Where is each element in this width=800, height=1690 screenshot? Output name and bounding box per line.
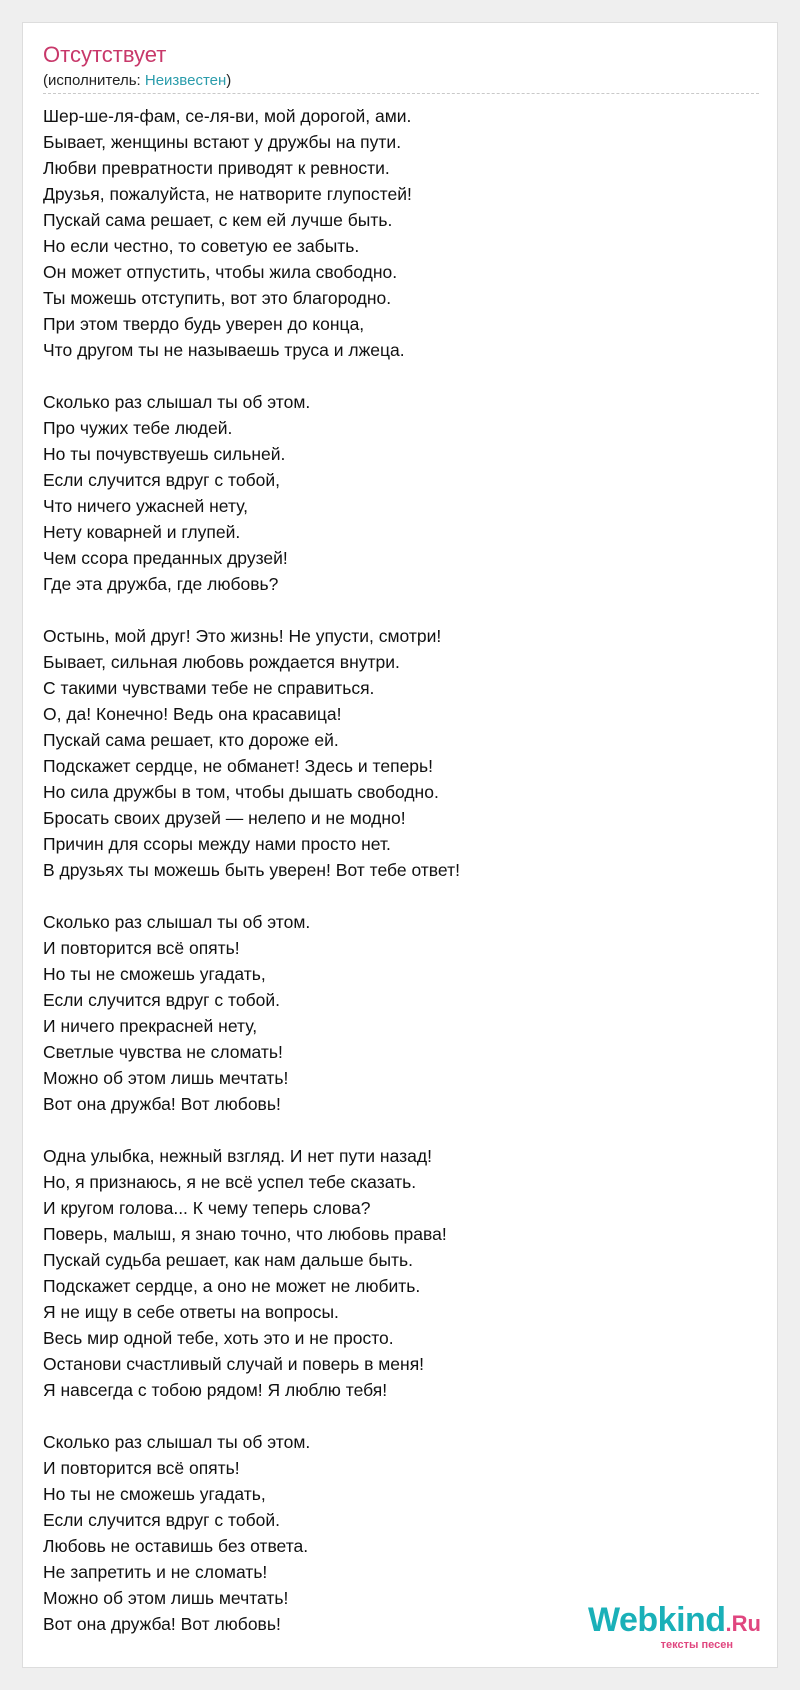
lyric-line: Но ты не сможешь угадать, bbox=[43, 1484, 266, 1504]
lyric-line: Если случится вдруг с тобой, bbox=[43, 470, 280, 490]
lyric-line: Но ты не сможешь угадать, bbox=[43, 964, 266, 984]
lyrics-stanza bbox=[43, 103, 759, 363]
artist-line bbox=[43, 72, 231, 90]
lyric-line: Вот она дружба! Вот любовь! bbox=[43, 1614, 281, 1634]
lyric-line: Сколько раз слышал ты об этом. bbox=[43, 392, 311, 412]
lyric-line: С такими чувствами тебе не справиться. bbox=[43, 678, 375, 698]
lyric-line: Чем ссора преданных друзей! bbox=[43, 548, 288, 568]
lyric-line: Пускай сама решает, кто дороже ей. bbox=[43, 730, 339, 750]
lyric-line: Но ты почувствуешь сильней. bbox=[43, 444, 286, 464]
lyric-line: Причин для ссоры между нами просто нет. bbox=[43, 834, 391, 854]
lyric-line: Остынь, мой друг! Это жизнь! Не упусти, смотри! bbox=[43, 626, 442, 646]
lyric-line: Можно об этом лишь мечтать! bbox=[43, 1588, 289, 1608]
lyric-line: Но, я признаюсь, я не всё успел тебе сказать. bbox=[43, 1172, 417, 1192]
lyrics-stanza bbox=[43, 909, 759, 1117]
artist-link[interactable]: Неизвестен bbox=[144, 72, 227, 89]
lyrics-body bbox=[43, 103, 759, 1663]
lyric-line: Что ничего ужасней нету, bbox=[43, 496, 249, 516]
lyric-line: Друзья, пожалуйста, не натворите глупостей! bbox=[43, 184, 412, 204]
lyric-line: Любовь не оставишь без ответа. bbox=[43, 1536, 309, 1556]
lyric-line: Я навсегда с тобою рядом! Я люблю тебя! bbox=[43, 1380, 388, 1400]
song-title: Отсутствует bbox=[43, 42, 167, 67]
lyric-line: Где эта дружба, где любовь? bbox=[43, 574, 279, 594]
lyric-line: Сколько раз слышал ты об этом. bbox=[43, 912, 311, 932]
lyric-line: Подскажет сердце, а оно не может не любить. bbox=[43, 1276, 421, 1296]
lyric-line: Поверь, малыш, я знаю точно, что любовь права! bbox=[43, 1224, 447, 1244]
artist-suffix: ) bbox=[226, 72, 232, 89]
lyric-line: Бросать своих друзей — нелепо и не модно! bbox=[43, 808, 406, 828]
lyrics-card bbox=[22, 22, 778, 1668]
lyric-line: При этом твердо будь уверен до конца, bbox=[43, 314, 365, 334]
lyrics-stanza bbox=[43, 1143, 759, 1403]
logo-brand: Webkind bbox=[588, 1601, 726, 1639]
lyric-line: Подскажет сердце, не обманет! Здесь и теперь! bbox=[43, 756, 434, 776]
logo-tld: .Ru bbox=[725, 1611, 761, 1636]
lyric-line: Бывает, женщины встают у дружбы на пути. bbox=[43, 132, 402, 152]
lyric-line: В друзьях ты можешь быть уверен! Вот тебе ответ! bbox=[43, 860, 460, 880]
lyric-line: Не запретить и не сломать! bbox=[43, 1562, 268, 1582]
lyrics-stanza bbox=[43, 389, 759, 597]
lyric-line: И повторится всё опять! bbox=[43, 938, 240, 958]
lyric-line: Бывает, сильная любовь рождается внутри. bbox=[43, 652, 400, 672]
lyric-line: Шер-ше-ля-фам, се-ля-ви, мой дорогой, ами. bbox=[43, 106, 412, 126]
lyric-line: Но сила дружбы в том, чтобы дышать свободно. bbox=[43, 782, 439, 802]
logo-wordmark bbox=[588, 1603, 761, 1644]
lyric-line: Что другом ты не называешь труса и лжеца. bbox=[43, 340, 405, 360]
lyric-line: И ничего прекрасней нету, bbox=[43, 1016, 258, 1036]
lyric-line: Я не ищу в себе ответы на вопросы. bbox=[43, 1302, 339, 1322]
lyric-line: Нету коварней и глупей. bbox=[43, 522, 241, 542]
lyrics-stanza bbox=[43, 623, 759, 883]
site-logo[interactable] bbox=[588, 1603, 761, 1651]
lyric-line: Сколько раз слышал ты об этом. bbox=[43, 1432, 311, 1452]
lyric-line: И повторится всё опять! bbox=[43, 1458, 240, 1478]
lyric-line: Весь мир одной тебе, хоть это и не просто. bbox=[43, 1328, 394, 1348]
lyric-line: Вот она дружба! Вот любовь! bbox=[43, 1094, 281, 1114]
lyric-line: Если случится вдруг с тобой. bbox=[43, 990, 280, 1010]
lyric-line: Светлые чувства не сломать! bbox=[43, 1042, 283, 1062]
artist-prefix: (исполнитель: bbox=[43, 72, 145, 89]
lyric-line: Одна улыбка, нежный взгляд. И нет пути назад! bbox=[43, 1146, 432, 1166]
lyric-line: Любви превратности приводят к ревности. bbox=[43, 158, 390, 178]
lyric-line: Пускай сама решает, с кем ей лучше быть. bbox=[43, 210, 393, 230]
lyric-line: И кругом голова... К чему теперь слова? bbox=[43, 1198, 371, 1218]
lyric-line: Про чужих тебе людей. bbox=[43, 418, 233, 438]
lyric-line: Но если честно, то советую ее забыть. bbox=[43, 236, 360, 256]
lyric-line: Пускай судьба решает, как нам дальше быть. bbox=[43, 1250, 414, 1270]
logo-tagline: тексты песен bbox=[660, 1639, 733, 1651]
lyric-line: Можно об этом лишь мечтать! bbox=[43, 1068, 289, 1088]
lyric-line: Если случится вдруг с тобой. bbox=[43, 1510, 280, 1530]
lyric-line: Ты можешь отступить, вот это благородно. bbox=[43, 288, 392, 308]
lyric-line: Он может отпустить, чтобы жила свободно. bbox=[43, 262, 398, 282]
lyric-line: Останови счастливый случай и поверь в меня! bbox=[43, 1354, 425, 1374]
lyric-line: О, да! Конечно! Ведь она красавица! bbox=[43, 704, 342, 724]
dashed-divider bbox=[43, 93, 759, 94]
